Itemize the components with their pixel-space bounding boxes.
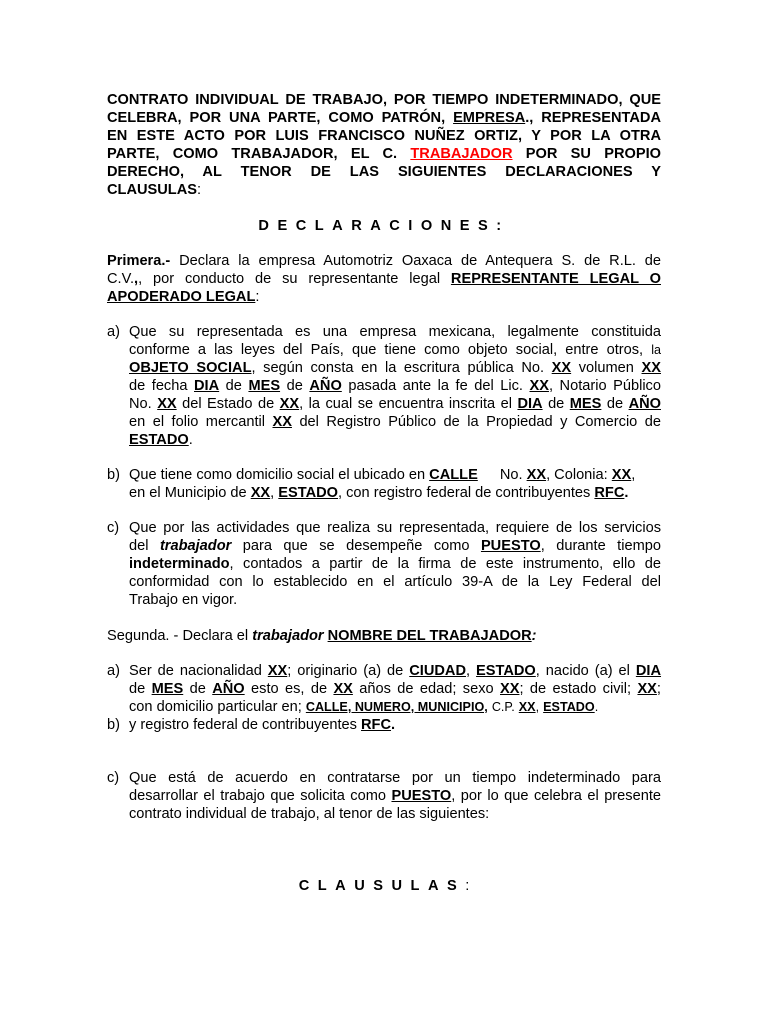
primera-paragraph: Primera.- Declara la empresa Automotriz Oaxaca de Antequera S. de R.L. de C.V.,, por conducto de su representante legal REPRESENTANTE LEGAL O APODERADO LEGAL: xyxy=(107,253,661,305)
primera-label: Primera.- xyxy=(107,253,171,269)
list-item: c) Que por las actividades que realiza su representada, requiere de los servicios del trabajador para que se desempeñe como PUESTO, durante tiempo indeterminado, contados a partir de la firma de este instrumento, ello de conformidad con lo establecido en el artículo 39-A de la Ley Federal del Trabajo en vigor. xyxy=(107,520,661,608)
list-item: a) Ser de nacionalidad XX; originario (a) de CIUDAD, ESTADO, nacido (a) el DIA de MES de AÑO esto es, de XX años de edad; sexo XX; de estado civil; XX; con domicilio particular en; CALLE, NUMERO, MUNICIPIO, C.P. XX, ESTADO. xyxy=(107,663,662,715)
header-line: PARTE, COMO TRABAJADOR, EL C. TRABAJADOR POR SU PROPIO xyxy=(107,146,661,162)
declaraciones-title: DECLARACIONES: xyxy=(258,218,510,234)
header-line: CLAUSULAS: xyxy=(107,182,202,198)
apoderado-placeholder: APODERADO LEGAL xyxy=(107,289,256,305)
list-item: b) Que tiene como domicilio social el ubicado en CALLE No. XX, Colonia: XX, en el Municipio de XX, ESTADO, con registro federal de contribuyentes RFC. xyxy=(107,467,636,501)
list-item: b) y registro federal de contribuyentes RFC. xyxy=(107,717,396,733)
segunda-paragraph: Segunda. - Declara el trabajador NOMBRE DEL TRABAJADOR: xyxy=(107,628,537,644)
header-line: EN ESTE ACTO POR LUIS FRANCISCO NUÑEZ ORTIZ, Y POR LA OTRA xyxy=(107,128,661,144)
header-line: DERECHO, AL TENOR DE LAS SIGUIENTES DECLARACIONES Y xyxy=(107,164,661,180)
empresa-placeholder: EMPRESA xyxy=(453,110,526,126)
trabajador-placeholder: TRABAJADOR xyxy=(410,146,513,162)
representante-placeholder: REPRESENTANTE LEGAL O xyxy=(450,271,661,287)
contract-header xyxy=(107,91,661,199)
clausulas-title: CLAUSULAS: xyxy=(298,878,470,894)
header-line: CONTRATO INDIVIDUAL DE TRABAJO, POR TIEMPO INDETERMINADO, QUE xyxy=(107,92,661,108)
list-item: c) Que está de acuerdo en contratarse por un tiempo indeterminado para desarrollar el trabajo que solicita como PUESTO, por lo que celebra el presente contrato individual de trabajo, al tenor de las siguientes: xyxy=(107,770,661,822)
list-item: a) Que su representada es una empresa mexicana, legalmente constituida conforme a las leyes del País, que tiene como objeto social, entre otros, la OBJETO SOCIAL, según consta en la escritura pública No. XX volumen XX de fecha DIA de MES de AÑO pasada ante la fe del Lic. XX, Notario Público No. XX del Estado de XX, la cual se encuentra inscrita el DIA de MES de AÑO en el folio mercantil XX del Registro Público de la Propiedad y Comercio de ESTADO. xyxy=(107,324,662,448)
header-line: CELEBRA, POR UNA PARTE, COMO PATRÓN, EMPRESA., REPRESENTADA xyxy=(107,110,661,126)
